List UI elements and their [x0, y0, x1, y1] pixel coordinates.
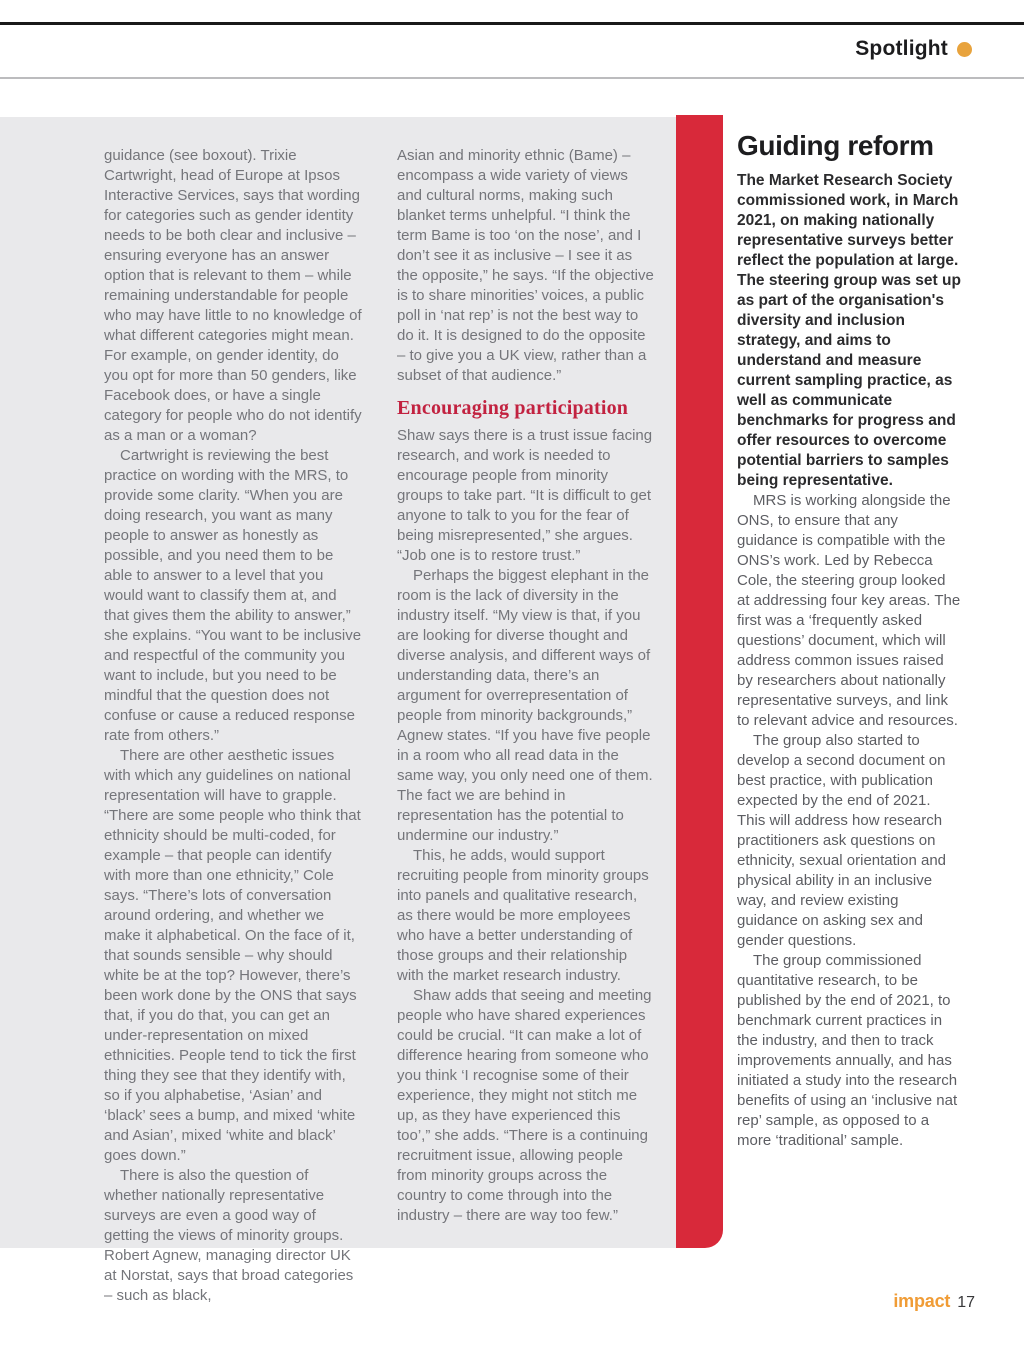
paragraph: There are other aesthetic issues with which any guidelines on national representation will have to grapple. “There are some people who think that ethnicity should be multi-coded, for example – that people can identify with more than one ethnicity,” Cole says. “There’s lots of conversation around ordering, and whether we make it alphabetical. On the face of it, that sounds sensible – why should white be at the top? However, there’s been work done by the ONS that says that, if you do that, you can get an under-representation on mixed ethnicities. People tend to tick the first thing they see that they identify with, so if you alphabetise, ‘Asian’ and ‘black’ sees a bump, and mixed ‘white and Asian’, mixed ‘white and black’ goes down.” [104, 747, 361, 1164]
page-number: 17 [957, 1294, 975, 1311]
paragraph: The group also started to develop a second document on best practice, with publication expected by the end of 2021. This will address how research practitioners ask questions on ethnicity, sexual orientation and physical ability in an inclusive way, and review existing guidance on asking sex and gender questions. [737, 732, 947, 949]
sidebar-body [737, 491, 961, 1151]
column2-top-block [397, 146, 657, 386]
paragraph: There is also the question of whether nationally representative surveys are even a good way of getting the views of minority groups. Robert Agnew, managing director UK at Norstat, says that broad categories – such as black, [104, 1167, 354, 1304]
header-rule [0, 77, 1024, 79]
section-heading: Encouraging participation [397, 397, 629, 419]
paragraph: Cartwright is reviewing the best practice on wording with the MRS, to provide some clarity. “When you are doing research, you want as many people to answer as honestly as possible, and you need them to be able to answer to a level that you would want to classify them at, and that gives them the ability to answer,” she explains. “You want to be inclusive and respectful of the community you want to include, but you need to be mindful that the question does not confuse or cause a reduced response rate from others.” [104, 447, 362, 744]
page-header [855, 37, 972, 61]
paragraph: Perhaps the biggest elephant in the room is the lack of diversity in the industry itself. “My view is that, if you are looking for diverse thought and diverse analysis, and different ways of understanding data, there’s an argument for overrepresentation of people from minority backgrounds,” Agnew states. “If you have five people in a room who all read data in the same way, you only need one of them. The fact we are behind in representation has the potential to undermine our industry.” [397, 567, 653, 844]
sidebar-boxout [737, 130, 961, 1151]
sidebar-intro: The Market Research Society commissioned work, in March 2021, on making nationally representative surveys better reflect the population at large. The steering group was set up as part of the organisation's diversity and inclusion strategy, and aims to understand and measure current sampling practice, as well as communicate benchmarks for progress and offer resources to overcome potential barriers to samples being representative. [737, 172, 961, 489]
section-title: Spotlight [855, 37, 948, 60]
top-rule [0, 22, 1024, 25]
paragraph: Shaw says there is a trust issue facing research, and work is needed to encourage people from minority groups to take part. “It is difficult to get anyone to talk to you for the fear of being misrepresented,” she argues. “Job one is to restore trust.” [397, 427, 653, 564]
paragraph: The group commissioned quantitative research, to be published by the end of 2021, to benchmark current practices in the industry, and then to track improvements annually, and has initiated a study into the research benefits of using an ‘inclusive nat rep’ sample, as opposed to a more ‘traditional’ sample. [737, 952, 958, 1149]
sidebar-title: Guiding reform [737, 130, 934, 161]
paragraph: Asian and minority ethnic (Bame) – encompass a wide variety of views and cultural norms, making such blanket terms unhelpful. “I think the term Bame is too ‘on the nose’, and I don’t see it as inclusive – I see it as the opposite,” he says. “If the objective is to share minorities’ voices, a public poll in ‘nat rep’ is not the best way to do it. It is designed to do the opposite – to give you a UK view, rather than a subset of that audience.” [397, 147, 654, 384]
paragraph: Shaw adds that seeing and meeting people who have shared experiences could be crucial. “It can make a lot of difference hearing from someone who you think ‘I recognise some of their experience, they might not stitch me up, as they have experienced this too’,” she adds. “There is a continuing recruitment issue, allowing people from minority groups across the country to come through into the industry – there are way too few.” [397, 987, 652, 1224]
impact-logo: impact [893, 1291, 951, 1311]
column2-bottom-block [397, 426, 657, 1226]
article-column-1 [104, 146, 362, 1306]
paragraph: guidance (see boxout). Trixie Cartwright, head of Europe at Ipsos Interactive Services, says that wording for categories such as gender identity needs to be both clear and inclusive – ensuring everyone has an answer option that is relevant to them – while remaining understandable for people who may have little to no knowledge of what different categories might mean. For example, on gender identity, do you opt for more than 50 genders, like Facebook does, or have a single category for people who do not identify as a man or a woman? [104, 147, 362, 444]
article-column-2 [397, 146, 657, 1226]
page-footer [893, 1291, 975, 1312]
paragraph: This, he adds, would support recruiting people from minority groups into panels and qualitative research, as there would be more employees who have a better understanding of those groups and their relationship with the market research industry. [397, 847, 649, 984]
red-ribbon [676, 115, 723, 1248]
paragraph: MRS is working alongside the ONS, to ensure that any guidance is compatible with the ONS’s work. Led by Rebecca Cole, the steering group looked at addressing four key areas. The first was a ‘frequently asked questions’ document, which will address common issues raised by researchers about nationally representative surveys, and link to relevant advice and resources. [737, 492, 961, 729]
section-dot-icon [957, 42, 972, 57]
